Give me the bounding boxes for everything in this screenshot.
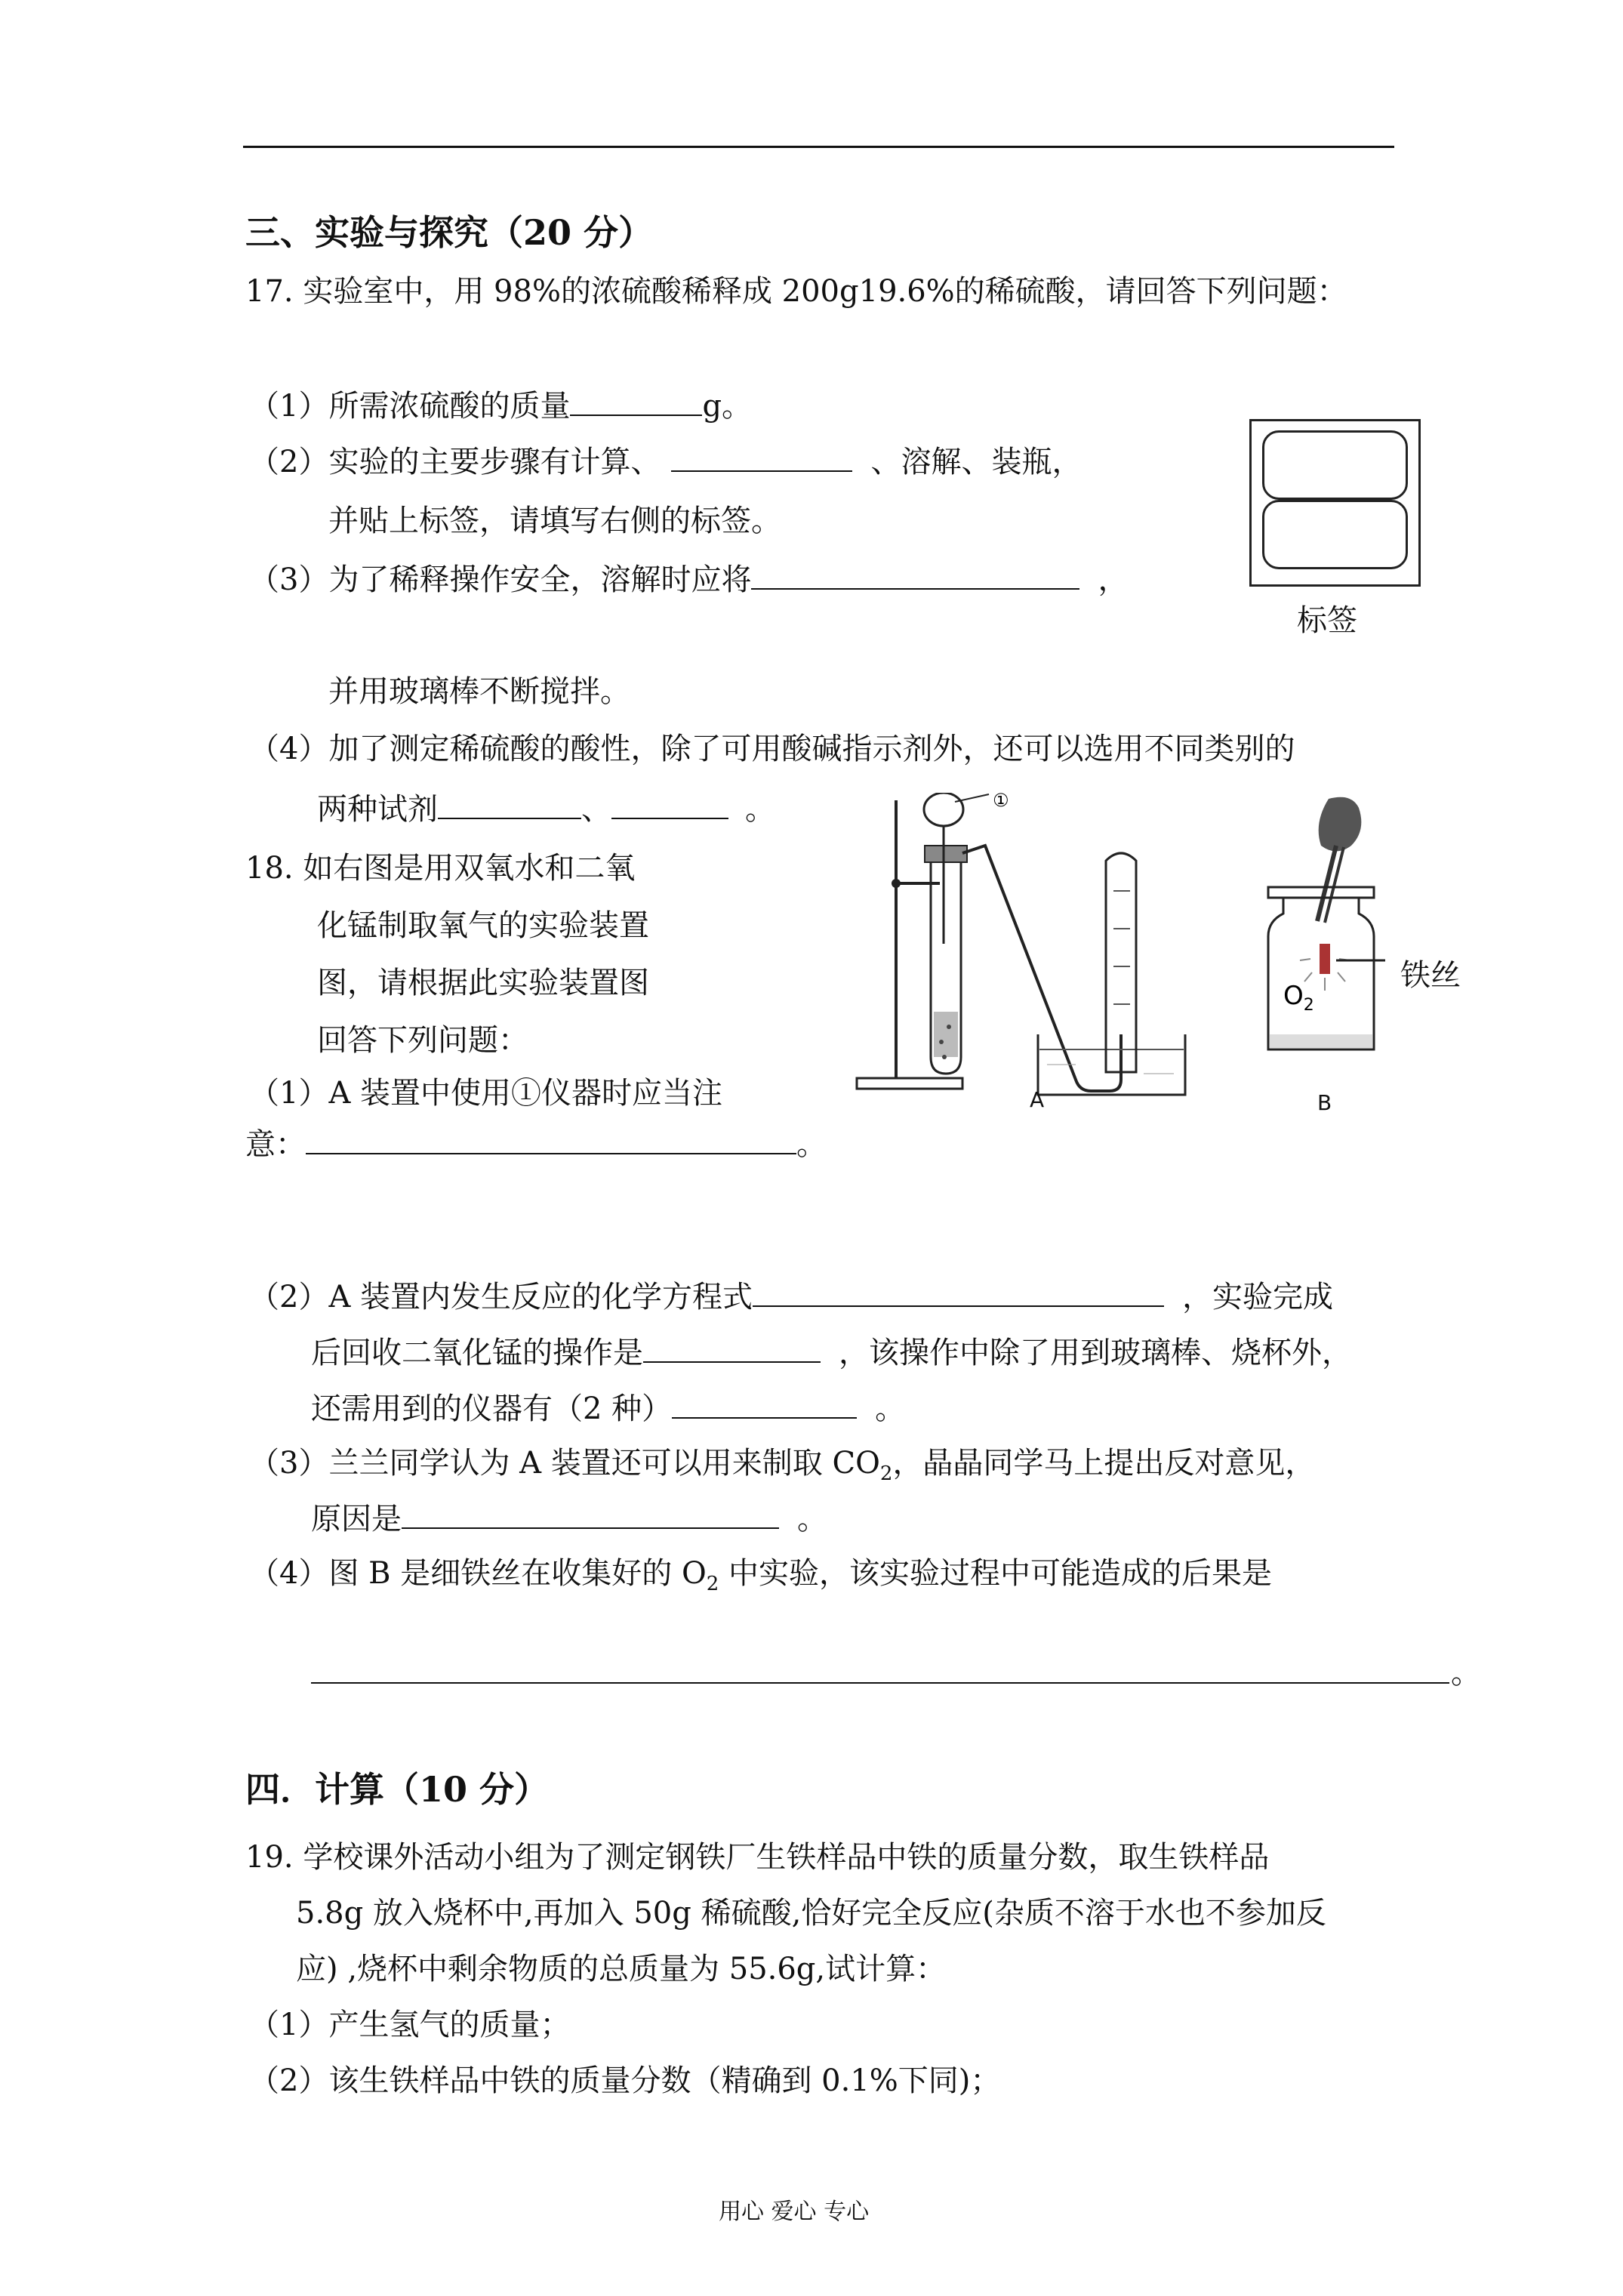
q17-part4-text: 两种试剂: [317, 792, 438, 827]
marker-1: ①: [993, 793, 1009, 811]
figure-label-a: A: [1030, 1087, 1045, 1112]
q17-part1-blank[interactable]: [570, 389, 702, 416]
q19-stem-3: 应) ,烧杯中剩余物质的总质量为 55.6g,试计算：: [296, 1952, 947, 1986]
wire-label: 铁丝: [1400, 958, 1461, 993]
o2-sub: 2: [1303, 996, 1314, 1015]
stopper: [925, 846, 967, 862]
q17-part4-blank-1[interactable]: [438, 792, 581, 819]
q18-part1-end: 。: [796, 1127, 827, 1162]
figure-label-b: B: [1317, 1090, 1332, 1115]
jar-water: [1270, 1034, 1372, 1048]
hand-icon: [1319, 797, 1362, 852]
q18-stem-2: 化锰制取氧气的实验装置: [317, 908, 649, 943]
q17-part4: （4）加了测定稀硫酸的酸性，除了可用酸碱指示剂外，还可以选用不同类别的: [249, 732, 1295, 766]
footer-text: 用心 爱心 专心: [719, 2199, 870, 2225]
clamp-knob: [892, 879, 901, 888]
q18-part3-end: 。: [797, 1502, 827, 1536]
q18-stem-3: 图，请根据此实验装置图: [317, 966, 649, 1000]
q18-stem-1: 18. 如右图是用双氧水和二氧: [245, 851, 636, 886]
q18-part4-end: 。: [1451, 1656, 1481, 1690]
q18-part2-text-c: 后回收二氧化锰的操作是: [311, 1336, 643, 1370]
apparatus-b-figure: [1246, 793, 1397, 1072]
q18-part4-blank[interactable]: [311, 1682, 1449, 1684]
q18-part3-text-c: 原因是: [311, 1502, 402, 1536]
q19-part1: （1）产生氢气的质量；: [249, 2008, 571, 2042]
q17-stem: 17. 实验室中，用 98%的浓硫酸稀释成 200g19.6%的稀硫酸，请回答下列问题：: [245, 274, 1347, 309]
q17-part3-text: （3）为了稀释操作安全，溶解时应将: [249, 562, 752, 597]
q19-stem-2: 5.8g 放入烧杯中,再加入 50g 稀硫酸,恰好完全反应(杂质不溶于水也不参加反: [296, 1896, 1326, 1931]
q18-part1: （1）A 装置中使用①仪器时应当注: [249, 1076, 723, 1111]
q17-part2-cont: 并贴上标签，请填写右侧的标签。: [328, 504, 781, 538]
apparatus-a-figure: [849, 793, 1261, 1133]
q17-part2: [249, 442, 1082, 482]
bubble: [942, 1055, 947, 1059]
q18-part3-text-b: ，晶晶同学马上提出反对意见，: [892, 1446, 1316, 1481]
delivery-tube: [962, 846, 1121, 1091]
q17-part3: [249, 560, 1128, 599]
q18-part4-text-b: 中实验，该实验过程中可能造成的后果是: [719, 1556, 1273, 1591]
q18-part1-text: 意：: [245, 1127, 306, 1162]
q17-part3-cont: 并用玻璃棒不断搅拌。: [328, 674, 630, 709]
burning-wire: [1320, 944, 1330, 974]
q17-part2-text: （2）实验的主要步骤有计算、: [249, 445, 661, 479]
q18-part2-end: 。: [875, 1391, 906, 1426]
q18-part2-text-b: ，实验完成: [1182, 1280, 1334, 1314]
q19-part2: （2）该生铁样品中铁的质量分数（精确到 0.1%下同)；: [249, 2063, 1001, 2098]
q18-part1-cont: [245, 1125, 827, 1164]
stand-base: [857, 1078, 962, 1089]
q18-part4: [249, 1554, 1272, 1604]
o2-label: [1283, 981, 1314, 1015]
q18-part3-text: （3）兰兰同学认为 A 装置还可以用来制取 CO: [249, 1446, 880, 1481]
q17-part4-blank-2[interactable]: [611, 792, 728, 819]
bubble: [939, 1040, 944, 1044]
q18-part2-cont: [311, 1333, 1352, 1373]
q17-part2-text-end: 、溶解、装瓶，: [870, 445, 1083, 479]
q19-stem-1: 19. 学校课外活动小组为了测定钢铁厂生铁样品中铁的质量分数，取生铁样品: [245, 1840, 1270, 1875]
o2-text: O: [1283, 981, 1304, 1011]
q18-part3-sub: 2: [879, 1462, 893, 1485]
q18-part2-blank-1[interactable]: [753, 1280, 1164, 1307]
q17-part4-sep: 、: [581, 792, 611, 827]
marker-leader: [955, 794, 989, 802]
label-caption: 标签: [1297, 603, 1357, 638]
liquid-in-tube: [934, 1012, 958, 1057]
bubble: [947, 1025, 951, 1029]
header-rule: [243, 146, 1394, 148]
jar-lid: [1268, 887, 1374, 898]
q17-part4-cont: [317, 790, 775, 829]
q17-part3-comma: ，: [1098, 562, 1129, 597]
q18-part2-blank-2[interactable]: [643, 1336, 821, 1363]
q18-part3: [249, 1444, 1315, 1493]
q17-part1-unit: g。: [702, 389, 753, 424]
q18-part1-blank[interactable]: [306, 1127, 796, 1154]
q18-part2-text-e: 还需用到的仪器有（2 种）: [311, 1391, 673, 1426]
q18-part2-text-d: ，该操作中除了用到玻璃棒、烧杯外，: [839, 1336, 1352, 1370]
q17-part4-end: 。: [745, 792, 775, 827]
label-figure: [1249, 419, 1421, 587]
q18-part2-cont2: [311, 1389, 905, 1428]
section-4-title: 四．计算（10 分）: [245, 1769, 550, 1810]
q18-part2-text: （2）A 装置内发生反应的化学方程式: [249, 1280, 753, 1314]
label-bottom-panel[interactable]: [1262, 500, 1408, 569]
label-top-panel[interactable]: [1262, 430, 1408, 500]
q18-part4-text: （4）图 B 是细铁丝在收集好的 O: [249, 1556, 707, 1591]
separatory-funnel: [924, 793, 963, 826]
q18-part2: [249, 1277, 1333, 1317]
q18-part3-cont: [311, 1499, 827, 1539]
q17-part1: [249, 387, 752, 426]
q17-part3-blank[interactable]: [751, 562, 1079, 590]
q18-stem-4: 回答下列问题：: [317, 1023, 528, 1058]
q18-part4-sub: 2: [706, 1573, 719, 1595]
q17-part1-text: （1）所需浓硫酸的质量: [249, 389, 571, 424]
section-3-title: 三、实验与探究（20 分）: [245, 212, 654, 253]
q18-part3-blank[interactable]: [402, 1502, 779, 1529]
q17-part2-blank[interactable]: [671, 445, 852, 472]
q18-part2-blank-3[interactable]: [672, 1391, 857, 1419]
